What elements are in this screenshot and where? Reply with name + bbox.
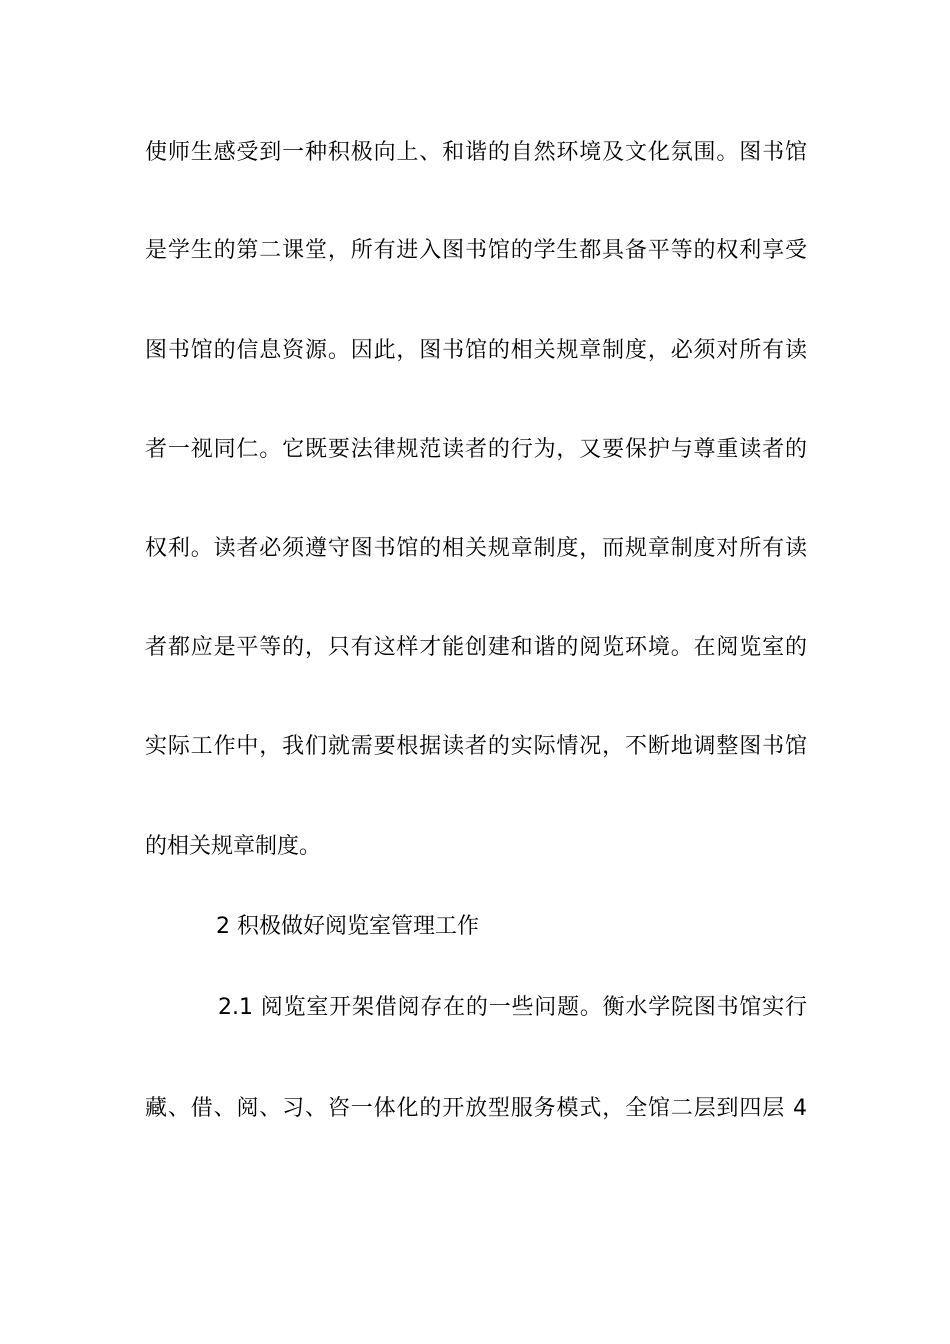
paragraph-line-4: 者一视同仁。它既要法律规范读者的行为，又要保护与尊重读者的 (145, 437, 807, 462)
section-heading: 2 积极做好阅览室管理工作 (216, 914, 479, 939)
paragraph2-line-1: 2.1 阅览室开架借阅存在的一些问题。衡水学院图书馆实行 (218, 995, 807, 1020)
paragraph-line-1: 使师生感受到一种积极向上、和谐的自然环境及文化氛围。图书馆 (145, 140, 807, 165)
paragraph2-line-2: 藏、借、阅、习、咨一体化的开放型服务模式，全馆二层到四层 4 (145, 1096, 807, 1121)
paragraph-line-2: 是学生的第二课堂，所有进入图书馆的学生都具备平等的权利享受 (145, 238, 807, 263)
paragraph-line-3: 图书馆的信息资源。因此，图书馆的相关规章制度，必须对所有读 (145, 338, 807, 363)
paragraph-line-8: 的相关规章制度。 (145, 834, 322, 859)
paragraph-line-7: 实际工作中，我们就需要根据读者的实际情况，不断地调整图书馆 (145, 734, 807, 759)
paragraph-line-5: 权利。读者必须遵守图书馆的相关规章制度，而规章制度对所有读 (145, 536, 807, 561)
paragraph-line-6: 者都应是平等的，只有这样才能创建和谐的阅览环境。在阅览室的 (145, 635, 807, 660)
